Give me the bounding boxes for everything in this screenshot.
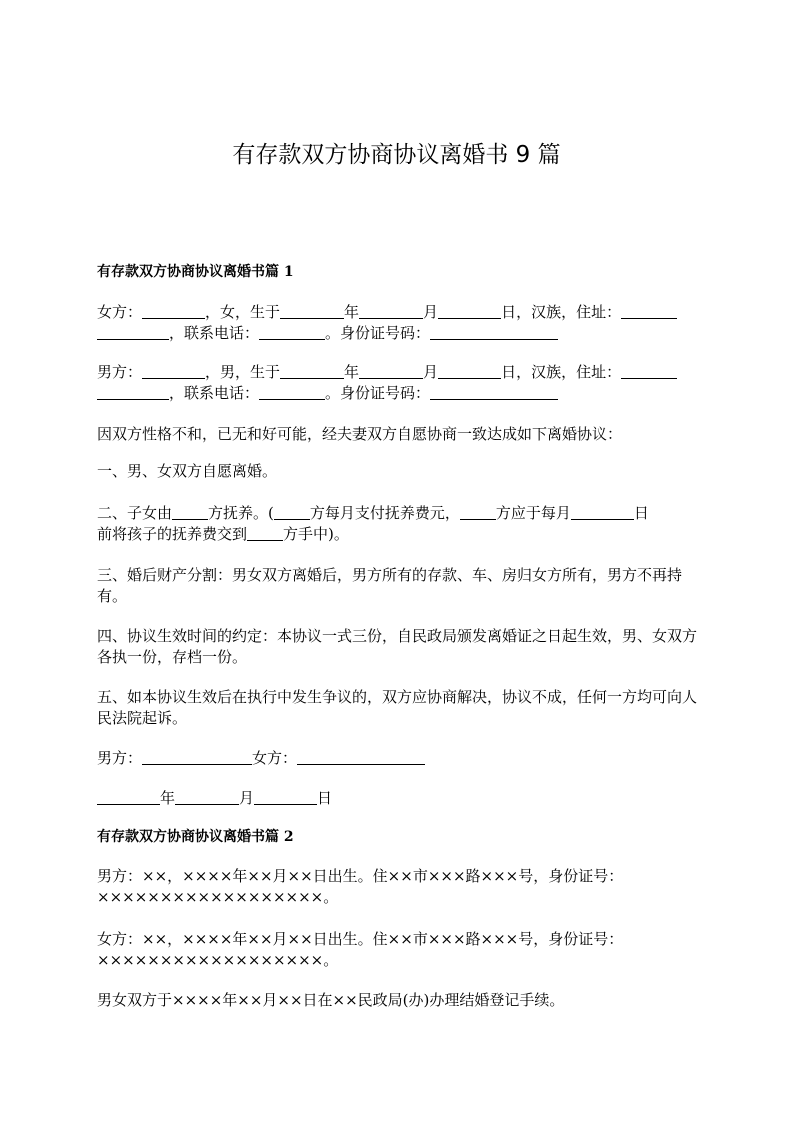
blank [571, 504, 634, 520]
name-blank [142, 303, 205, 319]
female-label: 女方： [97, 303, 143, 321]
male-signature-label: 男方： [97, 749, 143, 767]
clause-2-text-f: 前将孩子的抚养费交到 [97, 525, 248, 543]
gender-text: ，男，生于 [205, 363, 281, 381]
section-2-marriage-paragraph: 男女双方于××××年××月××日在××民政局(办)办理结婚登记手续。 [97, 991, 565, 1009]
year-text: 年 [344, 303, 360, 321]
day-text: 日 [317, 789, 333, 807]
month-text: 月 [423, 303, 439, 321]
day-text: 日，汉族，住址： [501, 303, 622, 321]
year-blank [280, 303, 344, 319]
month-blank [359, 363, 423, 379]
clause-5: 五、如本协议生效后在执行中发生争议的，双方应协商解决，协议不成，任何一方均可向人民法院起诉。 [97, 688, 698, 727]
day-blank [438, 363, 501, 379]
phone-blank [259, 324, 325, 340]
clause-2 [97, 503, 697, 545]
address-blank [621, 303, 677, 319]
day-text: 日，汉族，住址： [501, 363, 622, 381]
male-signature-blank [142, 749, 252, 765]
id-text: 。身份证号码： [325, 324, 431, 342]
clause-2-text-g: 方手中)。 [283, 525, 349, 543]
address-blank-cont [97, 384, 169, 400]
date-line [97, 788, 697, 809]
male-label: 男方： [97, 363, 143, 381]
clause-1: 一、男、女双方自愿离婚。 [97, 462, 278, 480]
address-blank-cont [97, 324, 169, 340]
clause-2-text-b: 方抚养。( [208, 504, 274, 522]
section-2-male-paragraph: 男方：××，××××年××月××日出生。住××市×××路×××号，身份证号：××××××××××××××××××。 [97, 867, 624, 906]
clause-3: 三、婚后财产分割：男女双方离婚后，男方所有的存款、车、房归女方所有，男方不再持有。 [97, 566, 683, 605]
male-info-paragraph [97, 362, 697, 404]
year-blank [97, 789, 160, 805]
day-blank [438, 303, 501, 319]
clause-2-text-c: 方每月支付抚养费元， [309, 504, 460, 522]
year-text: 年 [344, 363, 360, 381]
id-text: 。身份证号码： [325, 384, 431, 402]
phone-text: ，联系电话： [169, 324, 260, 342]
phone-blank [259, 384, 325, 400]
blank [172, 504, 208, 520]
female-signature-label: 女方： [252, 749, 298, 767]
gender-text: ，女，生于 [205, 303, 281, 321]
day-blank [254, 789, 317, 805]
year-text: 年 [160, 789, 176, 807]
clause-4: 四、协议生效时间的约定：本协议一式三份，自民政局颁发离婚证之日起生效，男、女双方各执一份，存档一份。 [97, 627, 698, 666]
address-blank [621, 363, 677, 379]
id-blank [430, 384, 558, 400]
female-info-paragraph [97, 302, 697, 344]
id-blank [430, 324, 558, 340]
section-2-female-paragraph: 女方：××，××××年××月××日出生。住××市×××路×××号，身份证号：××××××××××××××××××。 [97, 930, 624, 969]
section-heading-1: 有存款双方协商协议离婚书篇 1 [97, 264, 294, 280]
intro-paragraph: 因双方性格不和，已无和好可能，经夫妻双方自愿协商一致达成如下离婚协议： [97, 425, 623, 443]
clause-2-text-d: 方应于每月 [495, 504, 571, 522]
year-blank [280, 363, 344, 379]
phone-text: ，联系电话： [169, 384, 260, 402]
month-blank [175, 789, 239, 805]
blank [247, 525, 283, 541]
blank [460, 504, 496, 520]
section-heading-2: 有存款双方协商协议离婚书篇 2 [97, 829, 294, 845]
month-text: 月 [239, 789, 255, 807]
document-title: 有存款双方协商协议离婚书 9 篇 [232, 142, 561, 168]
clause-2-text-e: 日 [633, 504, 649, 522]
month-text: 月 [423, 363, 439, 381]
signature-line [97, 748, 697, 769]
month-blank [359, 303, 423, 319]
blank [274, 504, 310, 520]
name-blank [142, 363, 205, 379]
female-signature-blank [297, 749, 425, 765]
clause-2-text-a: 二、子女由 [97, 504, 173, 522]
